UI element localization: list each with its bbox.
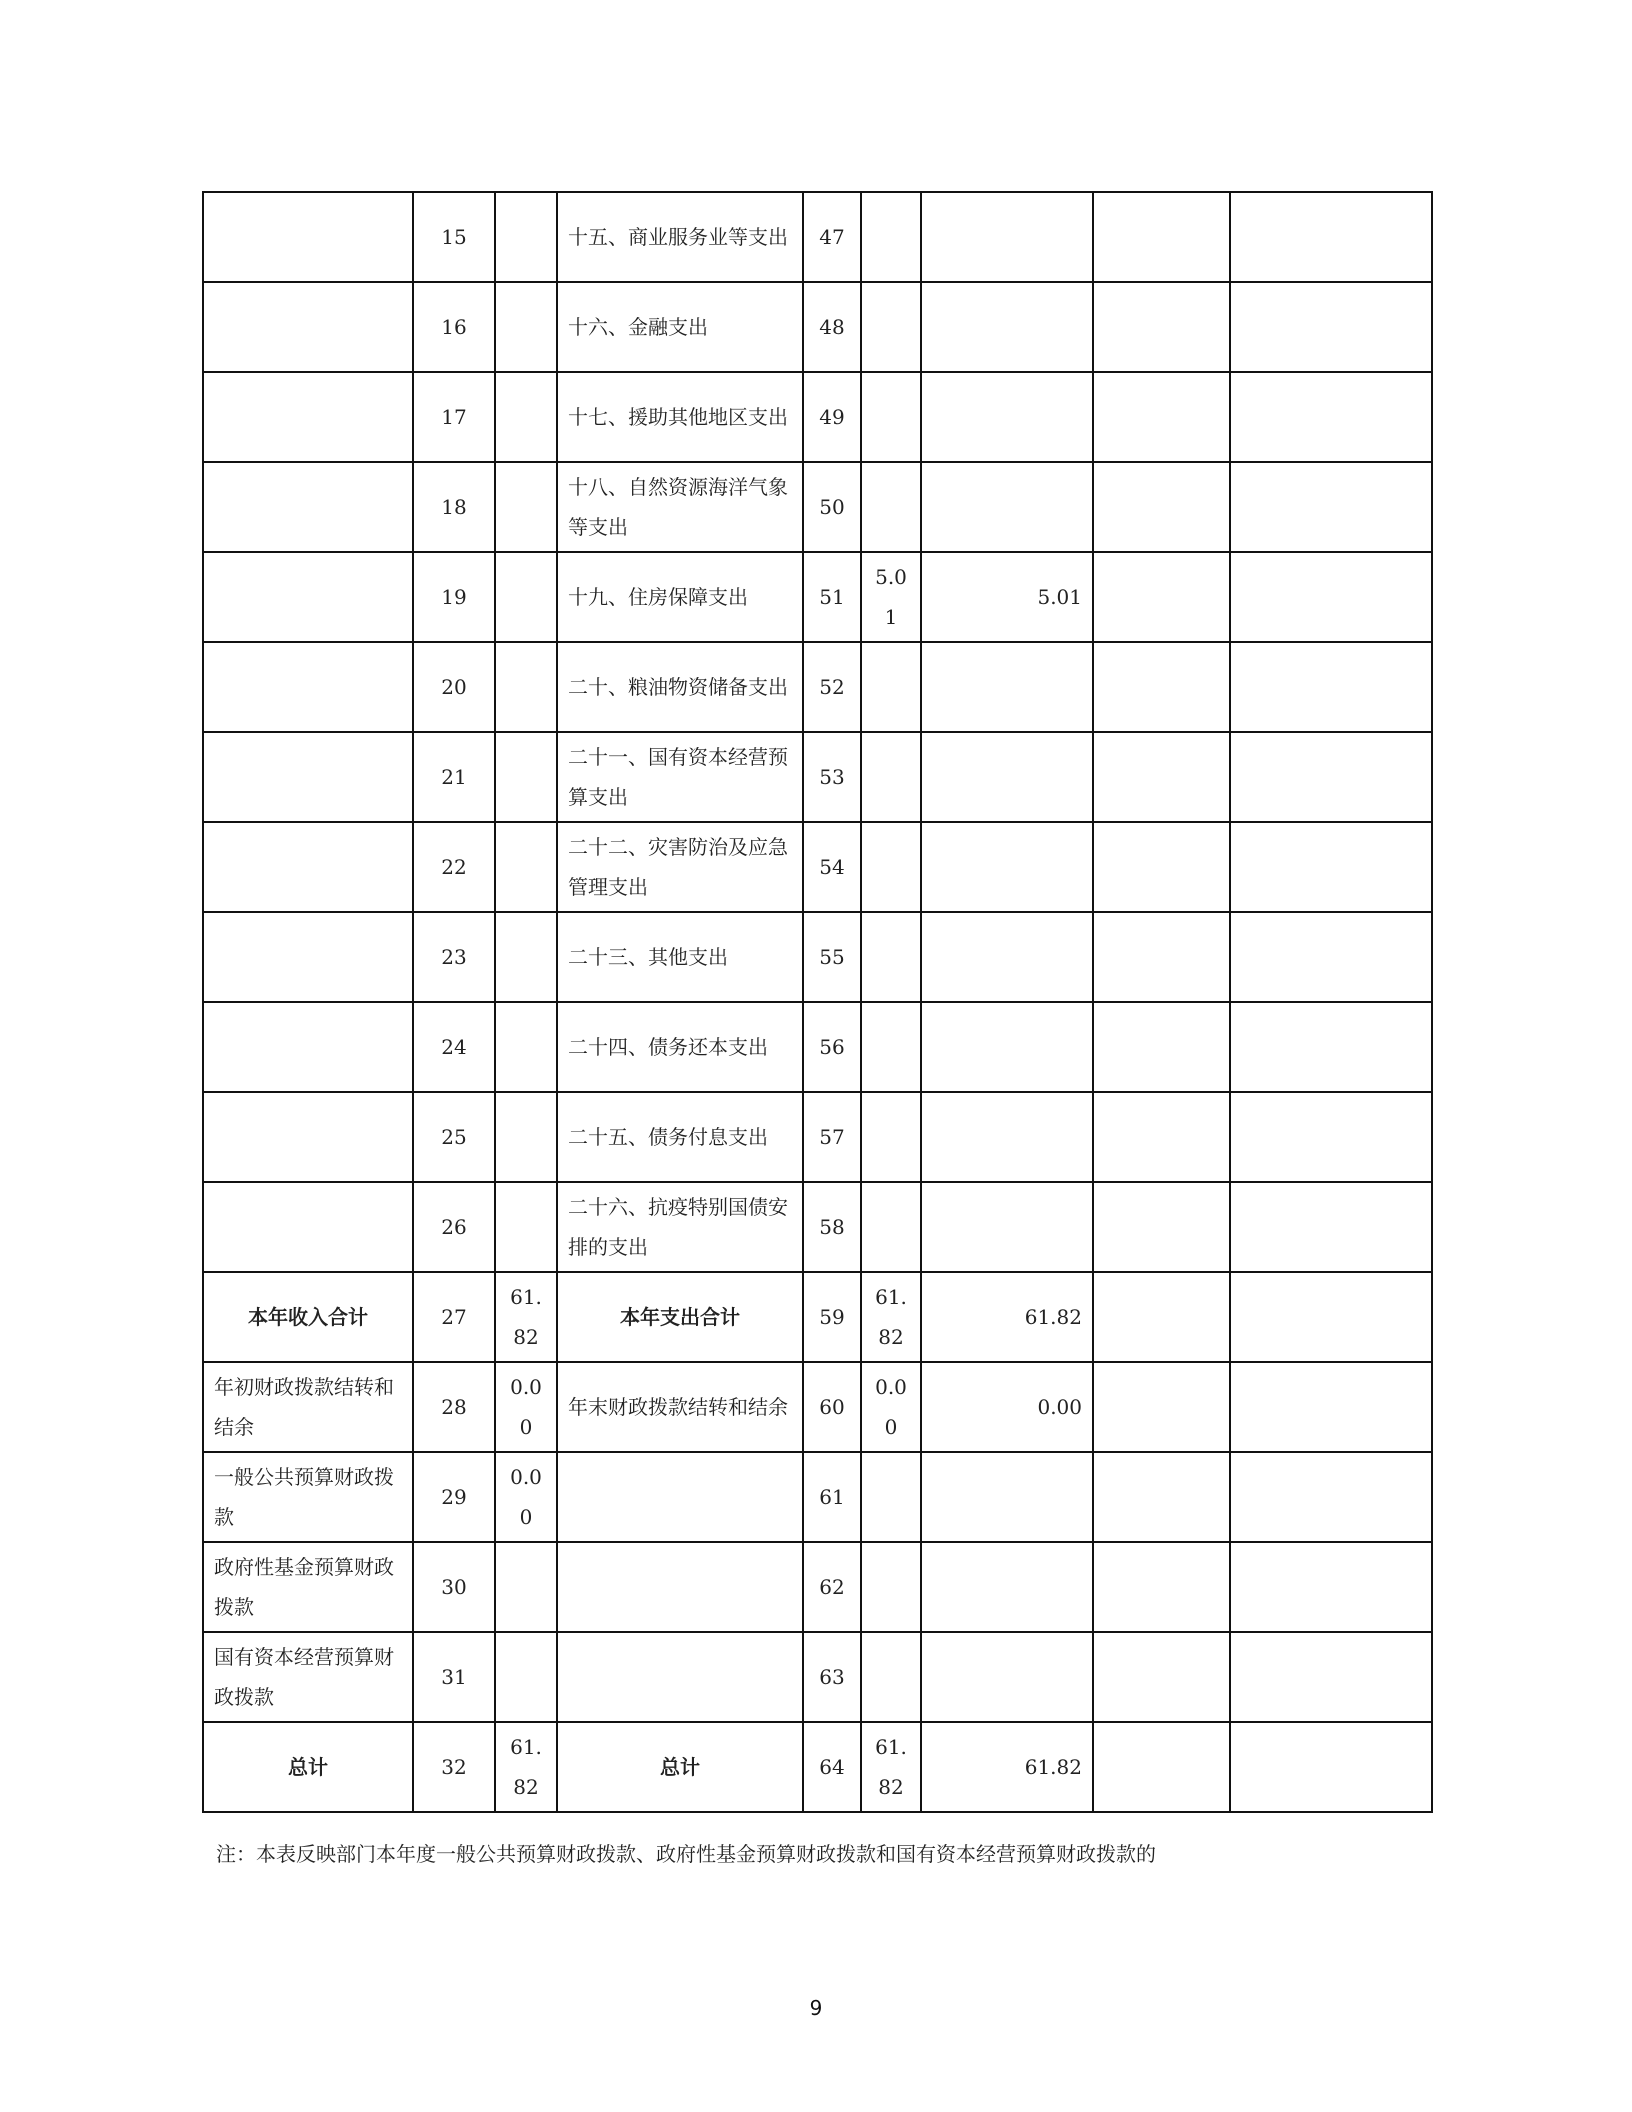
expense-item-cell: 二十二、灾害防治及应急管理支出: [557, 822, 803, 912]
fund-budget-cell: [1093, 282, 1230, 372]
income-line-no-cell: 23: [413, 912, 495, 1002]
table-row: [203, 1722, 1432, 1812]
income-amount-cell: [495, 1092, 557, 1182]
expense-item-cell: 十八、自然资源海洋气象等支出: [557, 462, 803, 552]
general-budget-cell: 0.00: [921, 1362, 1093, 1452]
table-row: [203, 1092, 1432, 1182]
expense-line-no-cell: 54: [803, 822, 861, 912]
income-line-no-cell: 18: [413, 462, 495, 552]
table-row: [203, 822, 1432, 912]
income-line-no-cell: 26: [413, 1182, 495, 1272]
income-item-cell: [203, 1092, 413, 1182]
general-budget-cell: [921, 1542, 1093, 1632]
income-line-no-cell: 16: [413, 282, 495, 372]
expense-amount-cell: 0.00: [861, 1362, 921, 1452]
general-budget-cell: [921, 1632, 1093, 1722]
table-row: [203, 462, 1432, 552]
general-budget-cell: [921, 1092, 1093, 1182]
expense-amount-cell: [861, 1002, 921, 1092]
income-item-cell: [203, 1182, 413, 1272]
income-line-no-cell: 30: [413, 1542, 495, 1632]
state-capital-cell: [1230, 1542, 1432, 1632]
income-item-cell: 本年收入合计: [203, 1272, 413, 1362]
income-amount-cell: [495, 462, 557, 552]
income-line-no-cell: 19: [413, 552, 495, 642]
expense-item-cell: 二十六、抗疫特别国债安排的支出: [557, 1182, 803, 1272]
fiscal-allocation-table: [202, 191, 1433, 1813]
income-line-no-cell: 32: [413, 1722, 495, 1812]
expense-item-cell: 十九、住房保障支出: [557, 552, 803, 642]
fund-budget-cell: [1093, 732, 1230, 822]
general-budget-cell: [921, 1002, 1093, 1092]
income-item-cell: [203, 192, 413, 282]
state-capital-cell: [1230, 282, 1432, 372]
general-budget-cell: 61.82: [921, 1722, 1093, 1812]
general-budget-cell: 61.82: [921, 1272, 1093, 1362]
income-line-no-cell: 31: [413, 1632, 495, 1722]
income-line-no-cell: 25: [413, 1092, 495, 1182]
fund-budget-cell: [1093, 552, 1230, 642]
state-capital-cell: [1230, 1362, 1432, 1452]
income-amount-cell: 61.82: [495, 1722, 557, 1812]
state-capital-cell: [1230, 1092, 1432, 1182]
expense-amount-cell: [861, 912, 921, 1002]
expense-amount-cell: [861, 372, 921, 462]
state-capital-cell: [1230, 1722, 1432, 1812]
fund-budget-cell: [1093, 912, 1230, 1002]
expense-line-no-cell: 51: [803, 552, 861, 642]
income-item-cell: [203, 462, 413, 552]
income-line-no-cell: 24: [413, 1002, 495, 1092]
income-amount-cell: [495, 1542, 557, 1632]
expense-item-cell: 十五、商业服务业等支出: [557, 192, 803, 282]
fund-budget-cell: [1093, 1452, 1230, 1542]
table-row: [203, 1632, 1432, 1722]
income-item-cell: [203, 282, 413, 372]
expense-line-no-cell: 60: [803, 1362, 861, 1452]
income-amount-cell: 0.00: [495, 1362, 557, 1452]
expense-line-no-cell: 59: [803, 1272, 861, 1362]
state-capital-cell: [1230, 192, 1432, 282]
state-capital-cell: [1230, 822, 1432, 912]
expense-line-no-cell: 53: [803, 732, 861, 822]
general-budget-cell: [921, 192, 1093, 282]
fund-budget-cell: [1093, 1542, 1230, 1632]
expense-item-cell: 十七、援助其他地区支出: [557, 372, 803, 462]
table-row: [203, 1002, 1432, 1092]
fund-budget-cell: [1093, 1182, 1230, 1272]
state-capital-cell: [1230, 1182, 1432, 1272]
expense-amount-cell: 61.82: [861, 1272, 921, 1362]
income-amount-cell: [495, 192, 557, 282]
income-line-no-cell: 17: [413, 372, 495, 462]
income-amount-cell: [495, 822, 557, 912]
fund-budget-cell: [1093, 1722, 1230, 1812]
income-item-cell: 年初财政拨款结转和结余: [203, 1362, 413, 1452]
expense-item-cell: 总计: [557, 1722, 803, 1812]
general-budget-cell: [921, 732, 1093, 822]
expense-line-no-cell: 62: [803, 1542, 861, 1632]
fund-budget-cell: [1093, 1002, 1230, 1092]
income-amount-cell: [495, 552, 557, 642]
table-row: [203, 1452, 1432, 1542]
income-item-cell: [203, 642, 413, 732]
income-amount-cell: [495, 732, 557, 822]
general-budget-cell: [921, 462, 1093, 552]
state-capital-cell: [1230, 372, 1432, 462]
income-line-no-cell: 29: [413, 1452, 495, 1542]
income-item-cell: [203, 1002, 413, 1092]
state-capital-cell: [1230, 1272, 1432, 1362]
expense-amount-cell: [861, 732, 921, 822]
table-row: [203, 192, 1432, 282]
table-note: 注：本表反映部门本年度一般公共预算财政拨款、政府性基金预算财政拨款和国有资本经营预算财政拨款的: [216, 1842, 1156, 1866]
income-item-cell: 总计: [203, 1722, 413, 1812]
income-line-no-cell: 28: [413, 1362, 495, 1452]
general-budget-cell: [921, 822, 1093, 912]
general-budget-cell: [921, 912, 1093, 1002]
general-budget-cell: [921, 1452, 1093, 1542]
fund-budget-cell: [1093, 822, 1230, 912]
income-item-cell: 政府性基金预算财政拨款: [203, 1542, 413, 1632]
expense-amount-cell: [861, 822, 921, 912]
income-item-cell: 一般公共预算财政拨款: [203, 1452, 413, 1542]
table-row: [203, 372, 1432, 462]
expense-line-no-cell: 58: [803, 1182, 861, 1272]
expense-amount-cell: [861, 1632, 921, 1722]
expense-item-cell: [557, 1632, 803, 1722]
expense-line-no-cell: 48: [803, 282, 861, 372]
income-amount-cell: [495, 282, 557, 372]
expense-item-cell: 年末财政拨款结转和结余: [557, 1362, 803, 1452]
income-amount-cell: [495, 1002, 557, 1092]
state-capital-cell: [1230, 732, 1432, 822]
income-amount-cell: 0.00: [495, 1452, 557, 1542]
table-body: [203, 192, 1432, 1812]
expense-item-cell: 二十三、其他支出: [557, 912, 803, 1002]
fund-budget-cell: [1093, 1272, 1230, 1362]
income-line-no-cell: 21: [413, 732, 495, 822]
fund-budget-cell: [1093, 1362, 1230, 1452]
expense-item-cell: [557, 1542, 803, 1632]
expense-amount-cell: [861, 462, 921, 552]
expense-line-no-cell: 57: [803, 1092, 861, 1182]
expense-item-cell: [557, 1452, 803, 1542]
expense-line-no-cell: 56: [803, 1002, 861, 1092]
state-capital-cell: [1230, 552, 1432, 642]
expense-item-cell: 本年支出合计: [557, 1272, 803, 1362]
expense-line-no-cell: 50: [803, 462, 861, 552]
expense-line-no-cell: 47: [803, 192, 861, 282]
fund-budget-cell: [1093, 462, 1230, 552]
expense-line-no-cell: 49: [803, 372, 861, 462]
income-amount-cell: [495, 372, 557, 462]
general-budget-cell: [921, 1182, 1093, 1272]
expense-item-cell: 二十五、债务付息支出: [557, 1092, 803, 1182]
general-budget-cell: [921, 642, 1093, 732]
income-item-cell: [203, 912, 413, 1002]
income-item-cell: [203, 822, 413, 912]
fund-budget-cell: [1093, 1632, 1230, 1722]
table-row: [203, 1182, 1432, 1272]
expense-amount-cell: [861, 642, 921, 732]
expense-amount-cell: [861, 192, 921, 282]
income-amount-cell: [495, 642, 557, 732]
expense-line-no-cell: 64: [803, 1722, 861, 1812]
page-number: 9: [809, 1996, 823, 2020]
expense-amount-cell: [861, 282, 921, 372]
income-item-cell: [203, 552, 413, 642]
expense-amount-cell: [861, 1092, 921, 1182]
income-amount-cell: 61.82: [495, 1272, 557, 1362]
table-row: [203, 552, 1432, 642]
general-budget-cell: 5.01: [921, 552, 1093, 642]
state-capital-cell: [1230, 1452, 1432, 1542]
general-budget-cell: [921, 372, 1093, 462]
income-item-cell: [203, 372, 413, 462]
expense-item-cell: 十六、金融支出: [557, 282, 803, 372]
expense-item-cell: 二十、粮油物资储备支出: [557, 642, 803, 732]
state-capital-cell: [1230, 642, 1432, 732]
expense-amount-cell: [861, 1182, 921, 1272]
income-line-no-cell: 15: [413, 192, 495, 282]
expense-amount-cell: [861, 1452, 921, 1542]
state-capital-cell: [1230, 462, 1432, 552]
table-row: [203, 1272, 1432, 1362]
table-row: [203, 642, 1432, 732]
table-row: [203, 1542, 1432, 1632]
table-row: [203, 282, 1432, 372]
expense-item-cell: 二十四、债务还本支出: [557, 1002, 803, 1092]
fund-budget-cell: [1093, 372, 1230, 462]
income-line-no-cell: 27: [413, 1272, 495, 1362]
table-row: [203, 912, 1432, 1002]
expense-line-no-cell: 55: [803, 912, 861, 1002]
income-amount-cell: [495, 1182, 557, 1272]
fund-budget-cell: [1093, 192, 1230, 282]
expense-amount-cell: 61.82: [861, 1722, 921, 1812]
income-line-no-cell: 20: [413, 642, 495, 732]
expense-amount-cell: 5.01: [861, 552, 921, 642]
expense-line-no-cell: 52: [803, 642, 861, 732]
table-row: [203, 1362, 1432, 1452]
income-amount-cell: [495, 912, 557, 1002]
general-budget-cell: [921, 282, 1093, 372]
income-line-no-cell: 22: [413, 822, 495, 912]
income-amount-cell: [495, 1632, 557, 1722]
expense-amount-cell: [861, 1542, 921, 1632]
expense-item-cell: 二十一、国有资本经营预算支出: [557, 732, 803, 822]
fund-budget-cell: [1093, 1092, 1230, 1182]
expense-line-no-cell: 61: [803, 1452, 861, 1542]
income-item-cell: [203, 732, 413, 822]
fund-budget-cell: [1093, 642, 1230, 732]
state-capital-cell: [1230, 912, 1432, 1002]
income-item-cell: 国有资本经营预算财政拨款: [203, 1632, 413, 1722]
table-row: [203, 732, 1432, 822]
state-capital-cell: [1230, 1002, 1432, 1092]
expense-line-no-cell: 63: [803, 1632, 861, 1722]
state-capital-cell: [1230, 1632, 1432, 1722]
